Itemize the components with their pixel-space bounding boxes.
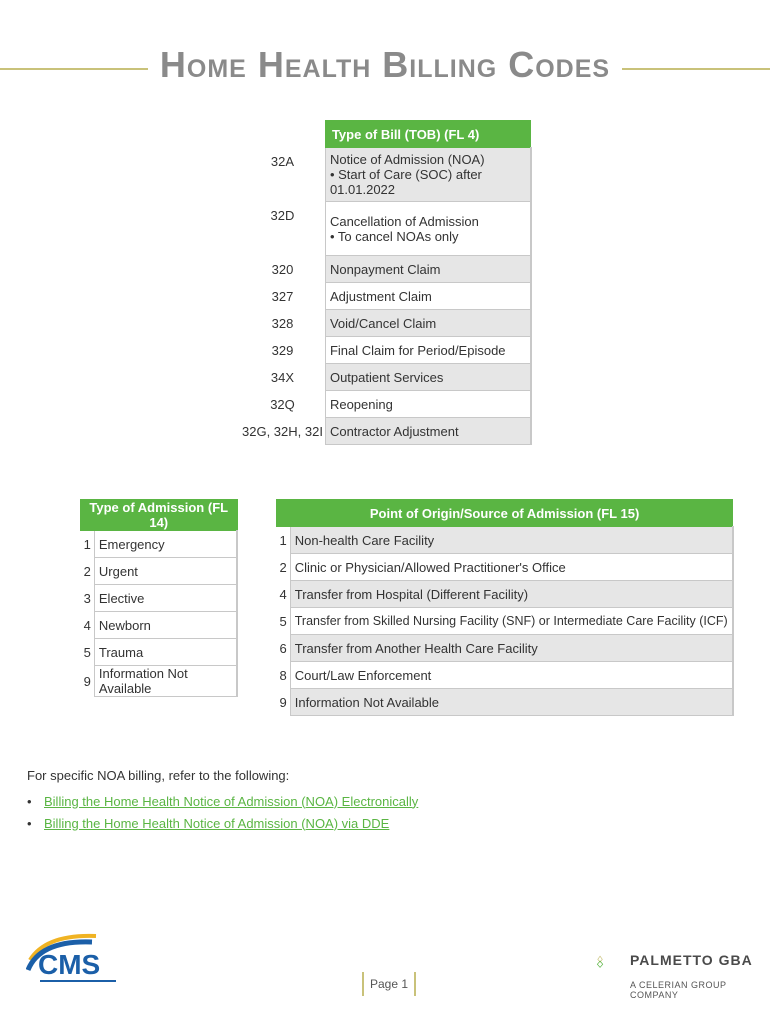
tob-code: 32Q — [240, 391, 325, 418]
toa-code: 3 — [81, 585, 95, 612]
cms-logo — [26, 930, 122, 988]
table-row — [81, 639, 238, 666]
toa-desc: Emergency — [94, 531, 237, 558]
table-row — [240, 202, 531, 256]
palmetto-subtitle: A CELERIAN GROUP COMPANY — [630, 980, 727, 1000]
tob-header: Type of Bill (TOB) (FL 4) — [325, 121, 531, 148]
tob-code: 327 — [240, 283, 325, 310]
cms-logo-text: CMS — [38, 949, 101, 980]
page-number: Page 1 — [362, 972, 416, 996]
noa-dde-link[interactable]: Billing the Home Health Notice of Admission (NOA) via DDE — [44, 815, 390, 831]
table-row — [240, 256, 531, 283]
poo-code: 1 — [277, 527, 291, 554]
palmetto-logo-icon — [596, 932, 632, 992]
table-row — [277, 689, 733, 716]
bullet: • — [27, 793, 32, 809]
poo-desc: Information Not Available — [290, 689, 732, 716]
table-row — [240, 283, 531, 310]
tob-desc: Void/Cancel Claim — [325, 310, 531, 337]
tob-desc: Contractor Adjustment — [325, 418, 531, 445]
toa-code: 1 — [81, 531, 95, 558]
tob-desc: Reopening — [325, 391, 531, 418]
poo-desc: Non-health Care Facility — [290, 527, 732, 554]
poo-code: 2 — [277, 554, 291, 581]
poo-header: Point of Origin/Source of Admission (FL 15) — [277, 500, 733, 527]
table-row — [277, 635, 733, 662]
page-title: Home Health Billing Codes — [159, 44, 611, 85]
poo-desc: Transfer from Hospital (Different Facility) — [290, 581, 732, 608]
point-of-origin-table — [276, 499, 734, 716]
toa-code: 5 — [81, 639, 95, 666]
table-row — [240, 364, 531, 391]
tob-desc: Adjustment Claim — [325, 283, 531, 310]
table-row — [81, 558, 238, 585]
table-row — [277, 554, 733, 581]
poo-desc: Clinic or Physician/Allowed Practitioner's Office — [290, 554, 732, 581]
poo-code: 8 — [277, 662, 291, 689]
tob-code: 329 — [240, 337, 325, 364]
table-row — [240, 418, 531, 445]
table-row — [277, 581, 733, 608]
table-row — [240, 391, 531, 418]
noa-note: For specific NOA billing, refer to the following: — [27, 768, 290, 783]
noa-links-list — [27, 790, 418, 834]
list-item — [27, 790, 418, 812]
tob-desc: Final Claim for Period/Episode — [325, 337, 531, 364]
table-row — [277, 527, 733, 554]
tob-code: 320 — [240, 256, 325, 283]
toa-desc: Trauma — [94, 639, 237, 666]
tob-desc: Cancellation of Admission • To cancel NOAs only — [325, 202, 531, 256]
toa-code: 4 — [81, 612, 95, 639]
type-of-bill-table — [240, 120, 532, 445]
table-row — [81, 585, 238, 612]
poo-code: 6 — [277, 635, 291, 662]
toa-desc: Urgent — [94, 558, 237, 585]
tob-code: 32A — [240, 148, 325, 202]
bullet: • — [27, 815, 32, 831]
poo-code: 5 — [277, 608, 291, 635]
poo-desc: Transfer from Another Health Care Facility — [290, 635, 732, 662]
table-row — [240, 148, 531, 202]
toa-header: Type of Admission (FL 14) — [81, 500, 238, 531]
list-item — [27, 812, 418, 834]
table-row — [81, 666, 238, 697]
toa-desc: Information Not Available — [94, 666, 237, 697]
tob-desc: Outpatient Services — [325, 364, 531, 391]
poo-desc: Court/Law Enforcement — [290, 662, 732, 689]
tob-code: 32D — [240, 202, 325, 256]
toa-code: 2 — [81, 558, 95, 585]
table-row — [81, 612, 238, 639]
palmetto-name: PALMETTO GBA — [630, 952, 753, 968]
tob-desc: Nonpayment Claim — [325, 256, 531, 283]
tob-desc: Notice of Admission (NOA) • Start of Care (SOC) after 01.01.2022 — [325, 148, 531, 202]
table-row — [277, 608, 733, 635]
table-row — [81, 531, 238, 558]
toa-code: 9 — [81, 666, 95, 697]
poo-desc: Transfer from Skilled Nursing Facility (SNF) or Intermediate Care Facility (ICF) — [290, 608, 732, 635]
table-row — [240, 337, 531, 364]
table-row — [240, 310, 531, 337]
tob-code: 34X — [240, 364, 325, 391]
poo-code: 9 — [277, 689, 291, 716]
type-of-admission-table — [80, 499, 238, 697]
tob-code: 32G, 32H, 32I — [240, 418, 325, 445]
table-row — [277, 662, 733, 689]
poo-code: 4 — [277, 581, 291, 608]
noa-electronic-link[interactable]: Billing the Home Health Notice of Admission (NOA) Electronically — [44, 793, 419, 809]
toa-desc: Elective — [94, 585, 237, 612]
toa-desc: Newborn — [94, 612, 237, 639]
tob-code: 328 — [240, 310, 325, 337]
